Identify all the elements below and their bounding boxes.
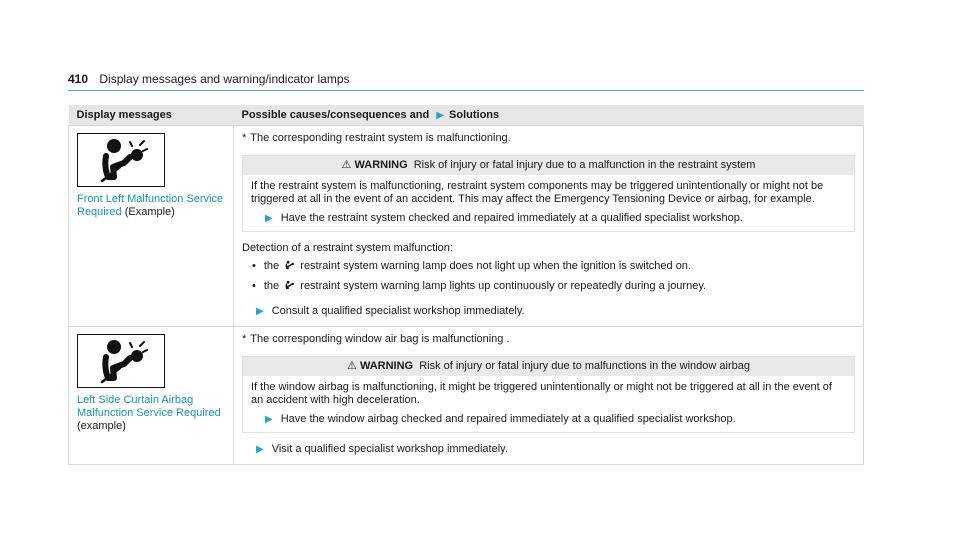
warning-detail: If the window airbag is malfunctioning, it might be triggered unintentionally or might not be triggered at all in the event of an accident with high deceleration. xyxy=(251,381,832,406)
final-action xyxy=(256,305,855,318)
action-arrow-icon: ▶ xyxy=(265,213,273,224)
bullet: • xyxy=(252,260,256,272)
list-item xyxy=(252,279,855,295)
bullet-pre: the xyxy=(263,260,280,272)
action-arrow-icon: ▶ xyxy=(256,306,264,317)
display-message-suffix: (Example) xyxy=(124,206,175,218)
display-message-suffix: (example) xyxy=(77,420,126,432)
warning-action-text: Have the window airbag checked and repaired immediately at a qualified specialist workshop. xyxy=(280,413,736,425)
airbag-person-icon xyxy=(77,133,165,187)
warning-title: WARNING xyxy=(354,159,408,171)
warning-text: Risk of injury or fatal injury due to malfunctions in the window airbag xyxy=(419,360,750,372)
col-causes-solutions xyxy=(234,105,864,126)
display-message-cell xyxy=(69,327,234,465)
airbag-person-icon xyxy=(284,259,295,275)
bullet-post: restraint system warning lamp does not light up when the ignition is switched on. xyxy=(300,260,691,272)
asterisk: * xyxy=(242,132,247,144)
final-action xyxy=(256,443,855,456)
bullet: • xyxy=(252,280,256,292)
page-header xyxy=(68,72,864,91)
warning-header xyxy=(243,156,854,175)
final-action-text: Visit a qualified specialist workshop immediately. xyxy=(271,443,508,455)
page-title: Display messages and warning/indicator lamps xyxy=(99,72,350,86)
table-row xyxy=(69,327,864,465)
warning-box xyxy=(242,155,855,232)
display-message-name: Left Side Curtain Airbag Malfunction Service Required xyxy=(77,394,221,419)
airbag-person-icon xyxy=(77,334,165,388)
cause-text: The corresponding restraint system is malfunctioning. xyxy=(250,132,511,144)
final-action-text: Consult a qualified specialist workshop immediately. xyxy=(271,305,525,317)
warning-triangle-icon: ⚠ xyxy=(341,159,352,171)
action-arrow-icon: ▶ xyxy=(256,444,264,455)
page-number: 410 xyxy=(68,72,89,86)
warning-action xyxy=(265,413,846,426)
airbag-person-icon xyxy=(284,279,295,295)
col-solutions-label: Solutions xyxy=(449,108,500,121)
asterisk: * xyxy=(242,333,247,345)
table-row xyxy=(69,126,864,327)
warning-body xyxy=(243,376,854,432)
list-item xyxy=(252,259,855,275)
action-arrow-icon: ▶ xyxy=(265,414,273,425)
warning-header xyxy=(243,357,854,376)
causes-solutions-cell xyxy=(234,327,864,465)
col-display-messages: Display messages xyxy=(69,105,234,126)
warning-text: Risk of injury or fatal injury due to a malfunction in the restraint system xyxy=(413,159,756,171)
warning-title: WARNING xyxy=(359,360,414,372)
detection-title: Detection of a restraint system malfunction: xyxy=(242,242,453,254)
causes-solutions-cell xyxy=(234,126,864,327)
bullet-post: restraint system warning lamp lights up continuously or repeatedly during a journey. xyxy=(300,280,707,292)
display-message-name: Front Left Malfunction Service Required xyxy=(77,193,224,218)
cause-text: The corresponding window air bag is malfunctioning . xyxy=(250,333,510,345)
col-causes-label: Possible causes/consequences and xyxy=(241,108,430,121)
warning-box xyxy=(242,356,855,433)
bullet-pre: the xyxy=(263,280,280,292)
table-header-row xyxy=(69,105,864,126)
display-messages-table xyxy=(68,105,864,465)
warning-triangle-icon: ⚠ xyxy=(347,360,357,372)
warning-body xyxy=(243,175,854,231)
warning-action xyxy=(265,212,846,225)
display-message-cell xyxy=(69,126,234,327)
warning-detail: If the restraint system is malfunctioning, restraint system components may be triggered unintentionally or might not be triggered at all in the event of an accident. This may affect the Emergency Tensioning Device or airbag, for example. xyxy=(251,180,824,205)
warning-action-text: Have the restraint system checked and repaired immediately at a qualified specialist workshop. xyxy=(280,212,743,224)
solution-arrow-icon: ▶ xyxy=(436,109,444,121)
